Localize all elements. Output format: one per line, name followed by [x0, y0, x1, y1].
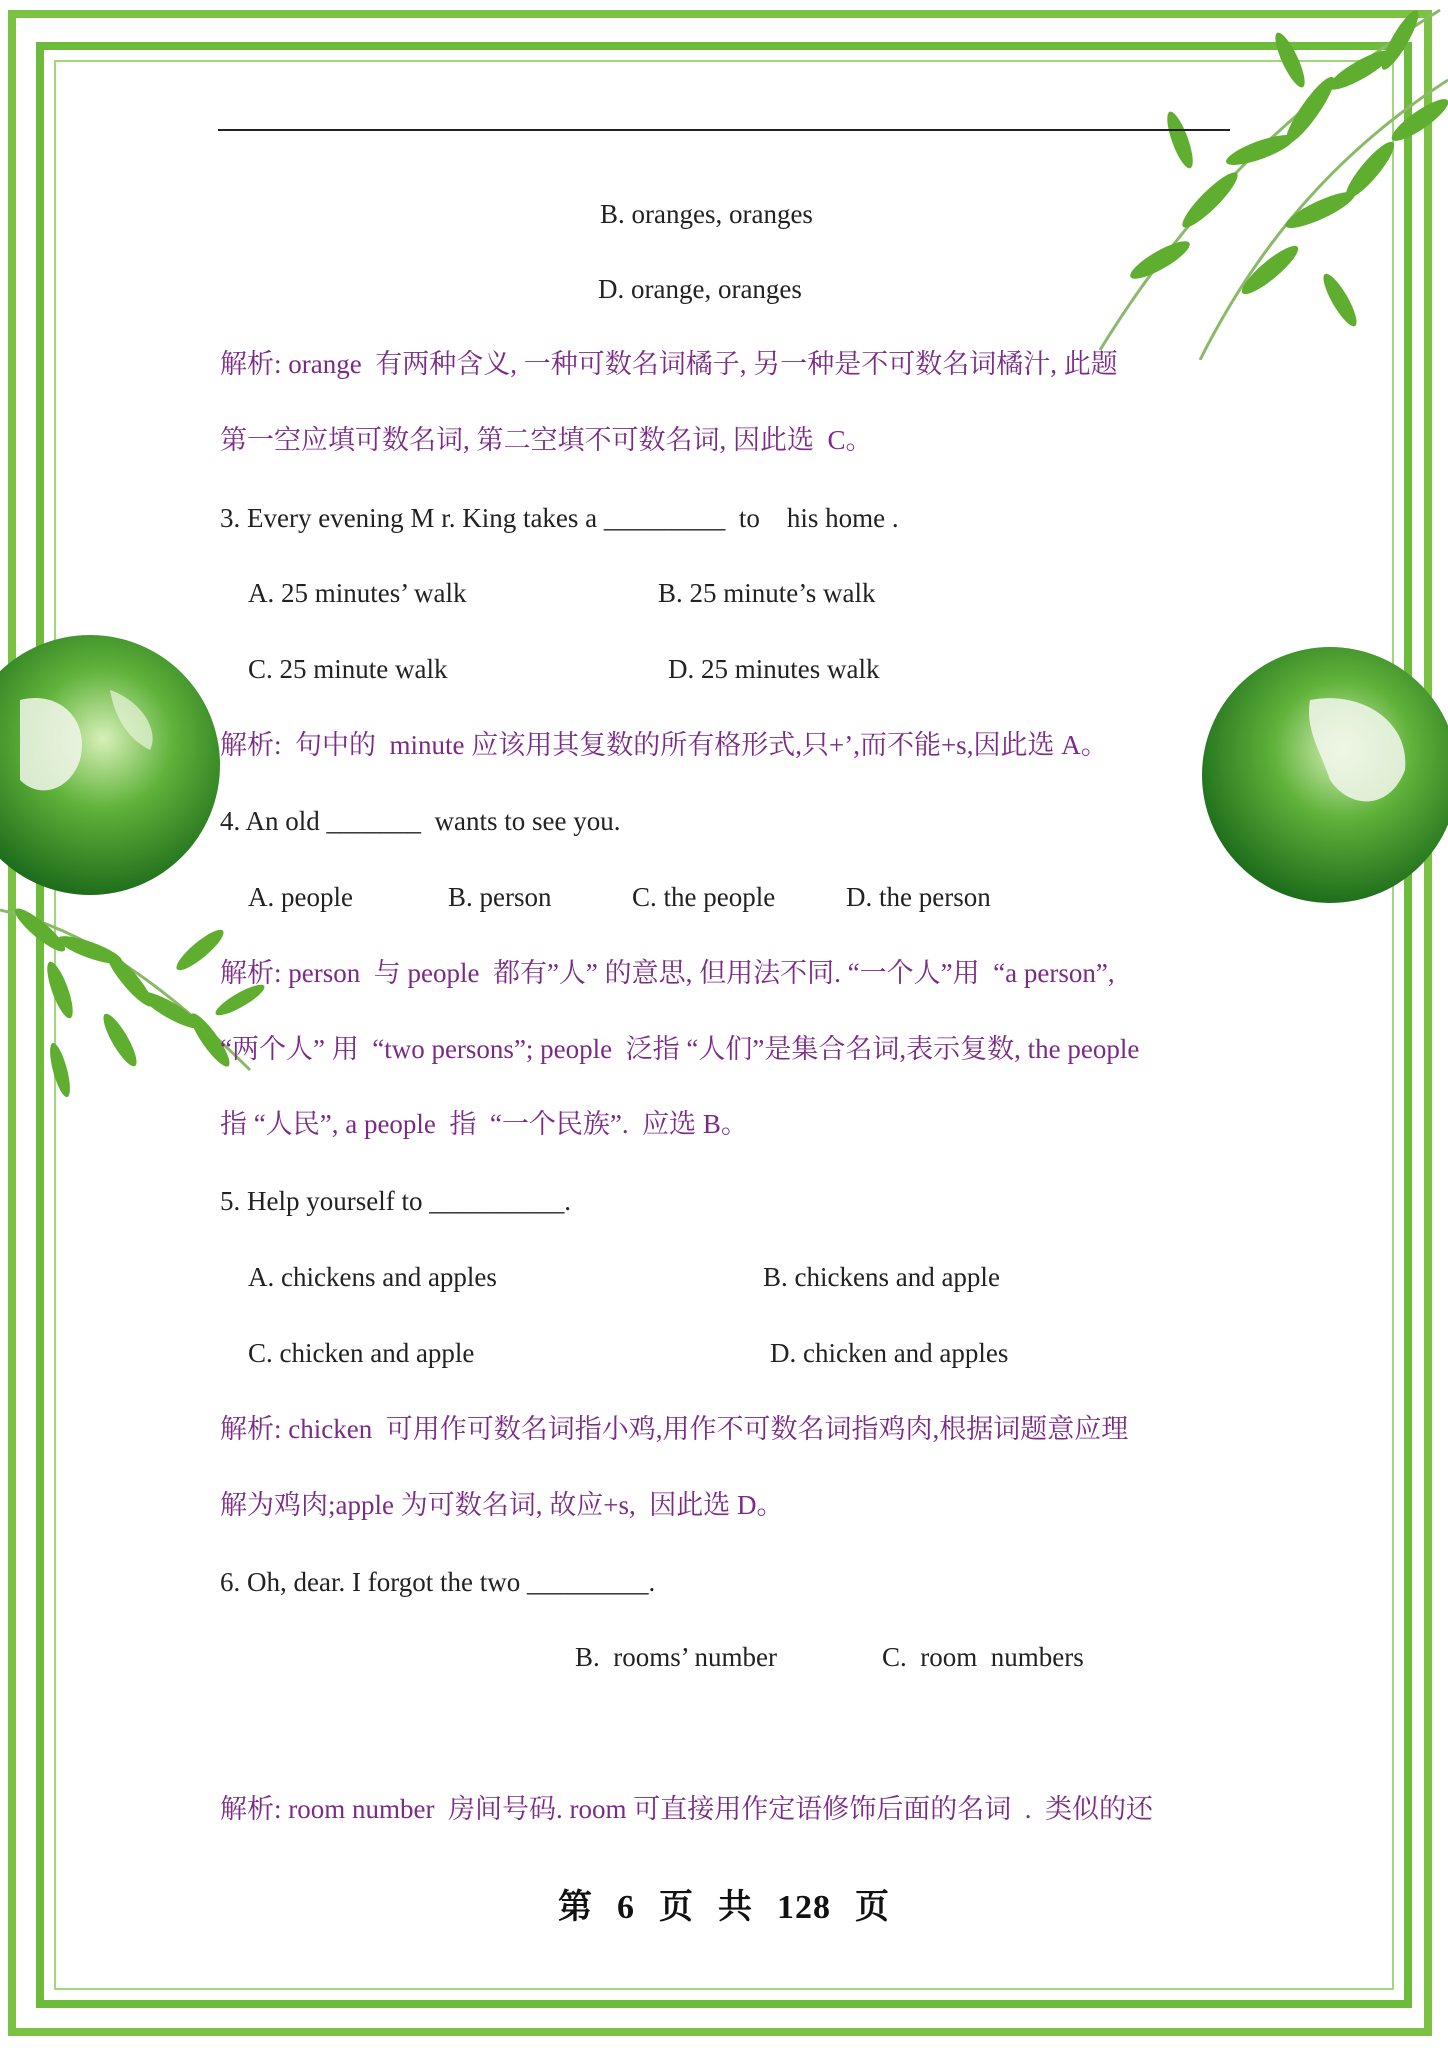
q3-option-d: D. 25 minutes walk [668, 654, 880, 684]
footer-suffix: 页 [855, 1889, 890, 1926]
globe-left-decoration [0, 630, 230, 900]
analysis-q4-line3: 指 “人民”, a people 指 “一个民族”. 应选 B。 [220, 1109, 748, 1139]
analysis-q2-line2: 第一空应填可数名词, 第二空填不可数名词, 因此选 C。 [220, 425, 873, 455]
q4-option-d: D. the person [846, 882, 991, 912]
analysis-q4-line1: 解析: person 与 people 都有”人” 的意思, 但用法不同. “一个人”用 “a person”, [220, 958, 1115, 988]
question-3: 3. Every evening M r. King takes a _________ to his home . [220, 503, 899, 533]
q6-option-b: B. rooms’ number [575, 1642, 777, 1672]
footer-total-pages: 128 [777, 1889, 831, 1926]
q5-option-c: C. chicken and apple [248, 1338, 475, 1368]
question-5: 5. Help yourself to __________. [220, 1186, 571, 1216]
analysis-q5-line1: 解析: chicken 可用作可数名词指小鸡,用作不可数名词指鸡肉,根据词题意应理 [220, 1414, 1129, 1444]
analysis-q5-line2: 解为鸡肉;apple 为可数名词, 故应+s, 因此选 D。 [220, 1490, 784, 1520]
analysis-q3: 解析: 句中的 minute 应该用其复数的所有格形式,只+’,而不能+s,因此选 A。 [220, 730, 1108, 760]
q4-option-a: A. people [248, 882, 353, 912]
option-d-orange: D. orange, oranges [598, 274, 802, 304]
question-4: 4. An old _______ wants to see you. [220, 806, 621, 836]
q3-option-a: A. 25 minutes’ walk [248, 578, 467, 608]
willow-branch-top-right-decoration [1040, 0, 1448, 360]
question-6: 6. Oh, dear. I forgot the two _________. [220, 1567, 656, 1597]
q3-option-c: C. 25 minute walk [248, 654, 448, 684]
footer-total-label: 共 [718, 1889, 753, 1926]
analysis-q4-line2: “两个人” 用 “two persons”; people 泛指 “人们”是集合名词,表示复数, the people [220, 1034, 1140, 1064]
analysis-q6: 解析: room number 房间号码. room 可直接用作定语修饰后面的名词 . 类似的还 [220, 1794, 1153, 1824]
q5-option-b: B. chickens and apple [763, 1262, 1000, 1292]
footer-prefix: 第 [558, 1889, 593, 1926]
q6-option-c: C. room numbers [882, 1642, 1084, 1672]
q5-option-a: A. chickens and apples [248, 1262, 497, 1292]
page-footer [0, 1879, 1448, 1928]
q3-option-b: B. 25 minute’s walk [658, 578, 876, 608]
option-b-oranges: B. oranges, oranges [600, 199, 813, 229]
footer-page-number: 6 [617, 1889, 635, 1926]
q4-option-b: B. person [448, 882, 552, 912]
globe-right-decoration [1190, 640, 1448, 910]
q4-option-c: C. the people [632, 882, 776, 912]
analysis-q2-line1: 解析: orange 有两种含义, 一种可数名词橘子, 另一种是不可数名词橘汁, 此题 [220, 349, 1118, 379]
header-rule [218, 129, 1230, 131]
footer-page-label: 页 [659, 1889, 694, 1926]
q5-option-d: D. chicken and apples [770, 1338, 1009, 1368]
